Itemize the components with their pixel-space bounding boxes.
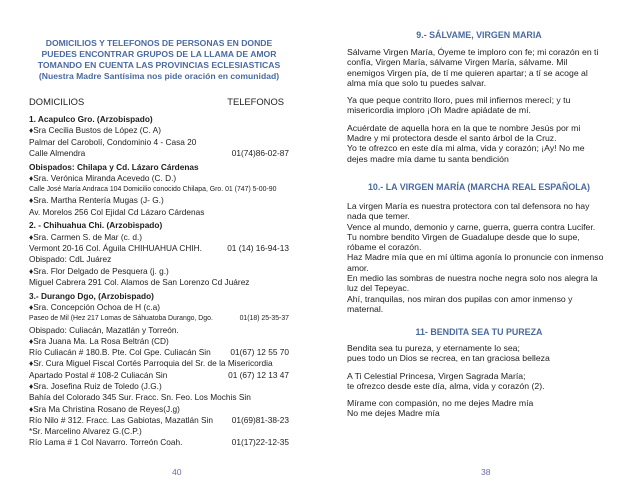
header-line: TOMANDO EN CUENTA LAS PROVINCIAS ECLESIASTICAS: [37, 60, 281, 70]
text-line: Vence al mundo, demonio y carne, guerra, guerra contra Lucifer.: [347, 221, 596, 232]
directory-text: Calle José María Andraca 104 Domicilio conocido Chilapa, Gro. 01 (747) 5-00-90: [29, 186, 277, 194]
directory-text: ♦Sr. Cura Miguel Fiscal Cortés Parroquia del Sr. de la Misericordia: [29, 358, 273, 369]
provinces-header: [30, 38, 288, 82]
phone-number: 01(18) 25-35-37: [239, 315, 289, 323]
directory-text: Obispado: Culiacán, Mazatlán y Torreón.: [29, 324, 179, 335]
directory-line: [29, 125, 291, 136]
column-headings: [29, 96, 289, 107]
directory-line: [29, 266, 291, 277]
text-line: Mírame con compasión, no me dejes Madre mía: [347, 398, 534, 409]
directory-text: Miguel Cabrera 291 Col. Alamos de San Lorenzo Cd Juárez: [29, 276, 250, 287]
directory-list: [29, 114, 291, 449]
text-line: Tu nombre bendito Virgen de Guadalupe desde que lo supe,: [347, 231, 580, 242]
directory-line: [29, 184, 291, 195]
paragraph: [347, 47, 617, 88]
section-title: 9.- SÁLVAME, VIRGEN MARIA: [416, 30, 542, 40]
directory-text: Río Lama # 1 Col Navarro. Torreón Coah.: [29, 437, 183, 448]
text-line: luz del Tepeyac.: [347, 283, 410, 294]
directory-line: [29, 137, 291, 148]
directory-text: Apartado Postal # 108-2 Culiacán Sin: [29, 369, 168, 380]
text-line: enemigos Virgen pía, de tí me quieren apartar; a tí se acoge al: [347, 67, 588, 78]
phone-number: 01(67) 12 55 70: [230, 347, 289, 358]
directory-line: [29, 381, 291, 392]
header-line: PUEDES ENCONTRAR GRUPOS DE LA LLAMA DE AMOR: [41, 49, 277, 59]
directory-text: ♦Sra. Josefina Ruiz de Toledo (J.G.): [29, 381, 162, 391]
directory-text: Vermont 20-16 Col. Águila CHIHUAHUA CHIH.: [29, 243, 202, 254]
text-line: La virgen María es nuestra protectora con tal defensora no hay: [347, 201, 590, 211]
text-line: pues todo un Dios se recrea, en tan graciosa belleza: [347, 353, 550, 364]
hymn-text: [347, 47, 617, 171]
text-line: maternal.: [347, 303, 384, 314]
directory-text: Obispados: Chilapa y Cd. Lázaro Cárdenas: [29, 161, 199, 172]
phone-number: 01 (67) 12 13 47: [228, 369, 289, 380]
directory-line: [29, 404, 291, 415]
text-line: róbame el corazón.: [347, 242, 422, 253]
directory-text: ♦Sra Cecilia Bustos de López (C. A): [29, 125, 161, 136]
text-line: Bendita sea tu pureza, y eternamente lo sea;: [347, 343, 520, 353]
directory-text: ♦Sra. Carmen S. de Mar (c. d.): [29, 231, 143, 242]
directory-text: Río Culiacán # 180.B. Pte. Col Gpe. Culiacán Sin: [29, 347, 211, 358]
directory-text: ♦Sra. Verónica Miranda Acevedo (C. D.): [29, 172, 177, 183]
directory-line: [29, 277, 291, 288]
directory-heading: [29, 114, 291, 125]
hymn-text: [347, 343, 617, 426]
directory-text: 1. Acapulco Gro. (Arzobispado): [29, 114, 153, 124]
paragraph: [347, 201, 617, 314]
directory-text: ♦Sra. Flor Delgado de Pesquera (j. g.): [29, 265, 169, 276]
column-heading-phones: TELEFONOS: [227, 96, 284, 107]
directory-heading: [29, 220, 291, 231]
directory-line: [29, 437, 291, 448]
directory-line: [29, 243, 291, 254]
directory-heading: [29, 291, 291, 302]
directory-line: [29, 415, 291, 426]
directory-line: [29, 313, 291, 324]
directory-line: [29, 173, 291, 184]
text-line: Ya que peque contrito lloro, pues mil infiernos merecí; y tu: [347, 95, 571, 106]
column-heading-addresses: DOMICILIOS: [29, 96, 85, 107]
text-line: Yo te ofrezco en este día mi alma, vida y corazón; ¡Ay! No me: [347, 143, 585, 154]
directory-line: [29, 347, 291, 358]
section-title: 11- BENDITA SEA TU PUREZA: [415, 327, 543, 337]
text-line: A Ti Celestial Princesa, Virgen Sagrada María;: [347, 370, 526, 381]
directory-line: [29, 254, 291, 265]
text-line: No me dejes Madre mía: [347, 408, 440, 419]
directory-text: ♦Sra. Martha Rentería Mugas (J- G.): [29, 195, 164, 206]
directory-text: *Sr. Marcelino Alvarez G.(C.P.): [29, 426, 142, 437]
paragraph: [347, 398, 617, 419]
directory-line: [29, 336, 291, 347]
directory-text: Río Nilo # 312. Fracc. Las Gabiotas, Mazatlán Sin: [29, 414, 214, 425]
text-line: confía, Virgen María, sálvame Virgen María, sálvame. Mil: [347, 57, 568, 68]
paragraph: [347, 371, 617, 392]
right-page: [319, 0, 638, 493]
directory-line: [29, 426, 291, 437]
directory-line: [29, 195, 291, 206]
text-line: amor.: [347, 262, 369, 273]
directory-text: 2. - Chihuahua Chi. (Arzobispado): [29, 220, 163, 231]
directory-text: Bahía del Colorado 345 Sur. Fracc. Sn. Feo. Los Mochis Sin: [29, 392, 251, 403]
directory-text: Obispado: CdL Juárez: [29, 254, 112, 265]
text-line: alma mía que solo tu puedes salvar.: [347, 77, 487, 88]
paragraph: [347, 95, 617, 116]
directory-text: ♦Sra. Concepción Ochoa de H (c.a): [29, 301, 161, 312]
directory-line: [29, 232, 291, 243]
header-line: DOMICILIOS Y TELEFONOS DE PERSONAS EN DONDE: [45, 38, 273, 48]
text-line: Ahí, tranquilas, nos miran dos pupilas con amor inmenso y: [347, 293, 573, 304]
hymn-text: [347, 201, 617, 321]
phone-number: 01(69)81-38-23: [231, 414, 289, 425]
text-line: misericordia imploro ¡Oh Madre apiádate de mí.: [347, 105, 531, 116]
text-line: dejes madre mía dame tu santa bendición: [347, 153, 509, 164]
directory-text: Paseo de Mil (Hez 217 Lomas de Sáhuatoba Durango, Dgo.: [29, 315, 213, 323]
directory-text: Av. Morelos 256 Col Ejidal Cd Lázaro Cárdenas: [29, 206, 205, 217]
phone-number: 01(17)22-12-35: [231, 437, 289, 448]
directory-line: [29, 148, 291, 159]
directory-text: ♦Sra Ma Christina Rosano de Reyes(J.g): [29, 403, 180, 414]
paragraph: [347, 343, 617, 364]
directory-text: Palmar del Carobolí, Condominio 4 - Casa 20: [29, 136, 197, 147]
directory-line: [29, 370, 291, 381]
text-line: Haz Madre mía que en mí última agonía lo pronuncie con inmenso: [347, 252, 604, 263]
text-line: Sálvame Virgen María, Óyeme te imploro con fe; mi corazón en ti: [347, 47, 599, 57]
directory-line: [29, 392, 291, 403]
directory-line: [29, 207, 291, 218]
directory-text: Calle Almendra: [29, 147, 86, 158]
text-line: En medio las sombras de nuestra noche negra solo nos alegra la: [347, 273, 598, 284]
text-line: te ofrezco desde este día, alma, vida y corazón (2).: [347, 380, 545, 391]
directory-text: 3.- Durango Dgo, (Arzobispado): [29, 290, 154, 301]
directory-heading: [29, 162, 291, 173]
directory-line: [29, 325, 291, 336]
page-number: 40: [172, 467, 182, 477]
directory-line: [29, 358, 291, 369]
directory-text: ♦Sra Juana Ma. La Rosa Beltrán (CD): [29, 335, 169, 346]
text-line: nada que temer.: [347, 211, 410, 222]
phone-number: 01 (14) 16-94-13: [227, 243, 289, 254]
text-line: Madre y mi protectora desde el santo árbol de la Cruz.: [347, 133, 557, 144]
text-line: Acuérdate de aquella hora en la que te nombre Jesús por mi: [347, 122, 581, 133]
phone-number: 01(74)86-02-87: [231, 147, 289, 158]
header-line: (Nuestra Madre Santísima nos pide oración en comunidad): [38, 71, 280, 81]
page-number: 38: [481, 467, 491, 477]
section-title: 10.- LA VIRGEN MARÍA (MARCHA REAL ESPAÑOLA): [367, 182, 591, 192]
directory-line: [29, 302, 291, 313]
paragraph: [347, 123, 617, 164]
